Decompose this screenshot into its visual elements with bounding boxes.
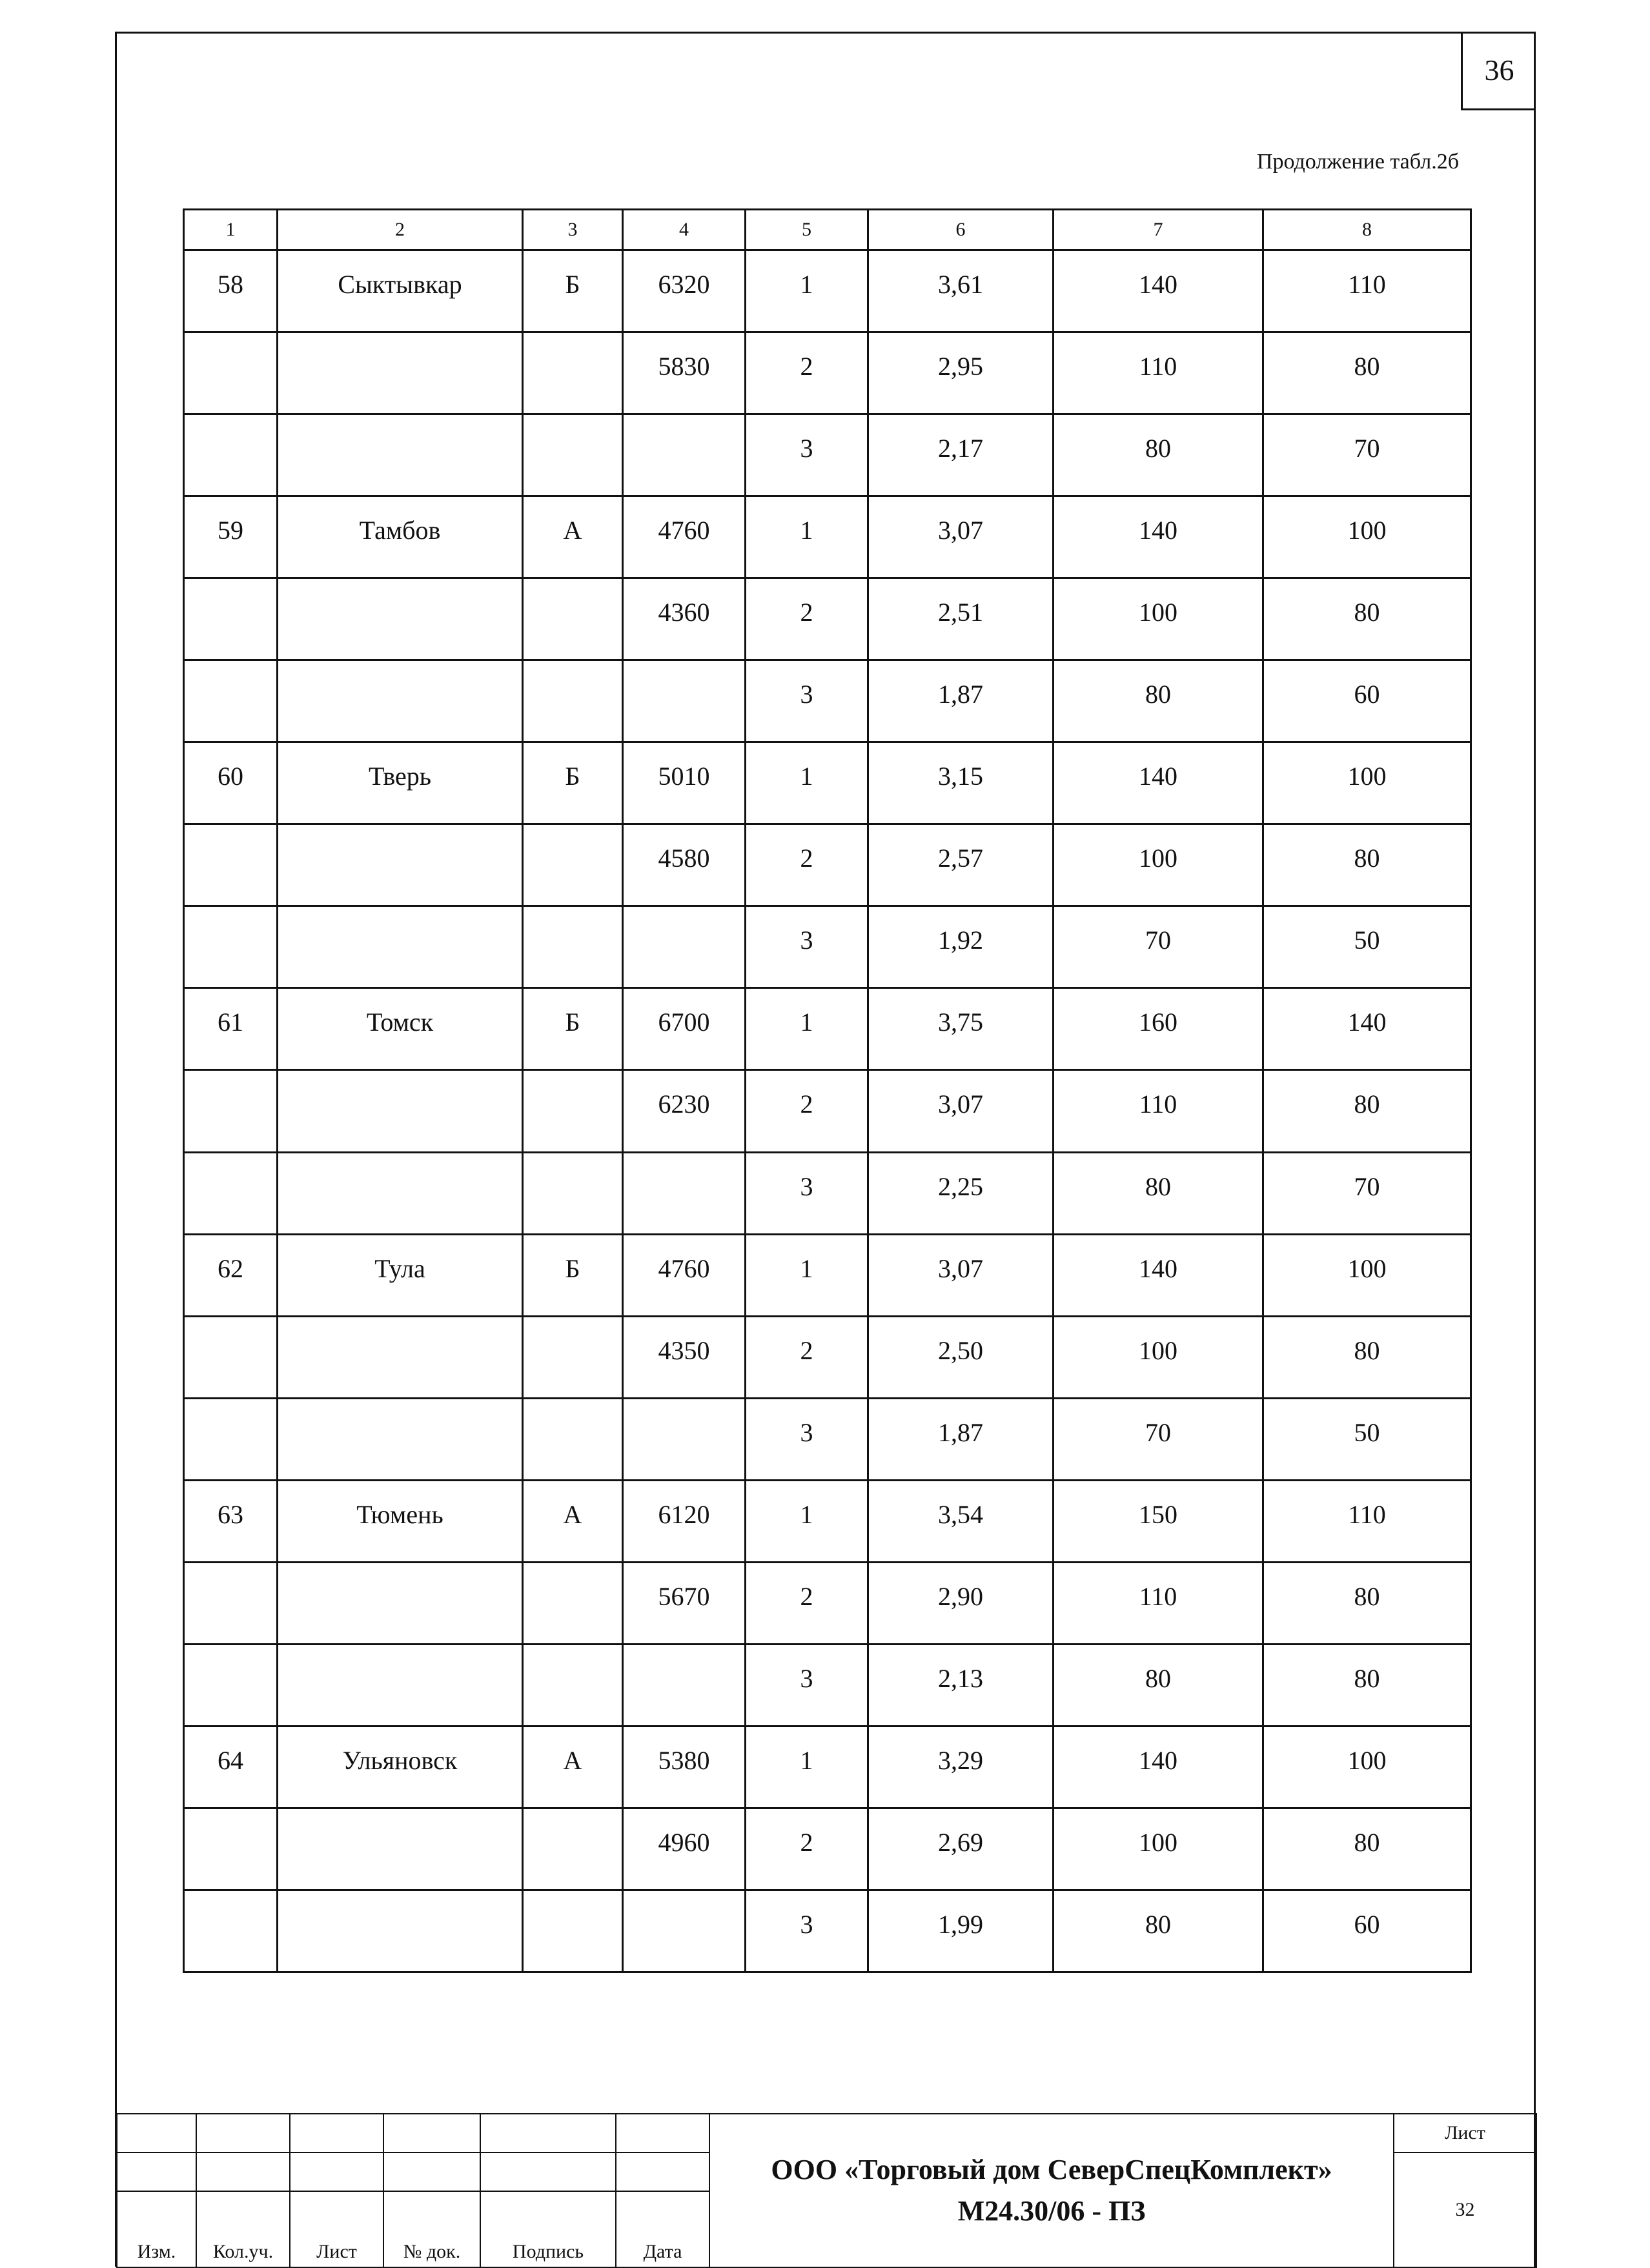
table-cell	[623, 1152, 746, 1234]
table-cell	[278, 824, 523, 906]
sheet-number: 32	[1394, 2152, 1536, 2267]
table-cell: 2,17	[868, 414, 1054, 496]
table-cell	[623, 660, 746, 742]
table-cell	[523, 1890, 623, 1972]
table-row	[184, 1480, 1471, 1562]
table-cell: Б	[523, 742, 623, 824]
table-cell: 2,25	[868, 1152, 1054, 1234]
table-row	[184, 824, 1471, 906]
table-row	[184, 1890, 1471, 1972]
table-cell: 60	[1263, 1890, 1471, 1972]
table-row	[184, 1070, 1471, 1152]
data-table	[183, 208, 1472, 1973]
document-code: М24.30/06 - ПЗ	[957, 2195, 1146, 2227]
stamp-cell	[480, 2114, 616, 2152]
table-cell: 110	[1263, 250, 1471, 332]
table-cell	[184, 906, 278, 988]
table-cell	[184, 660, 278, 742]
table-cell: 80	[1263, 1562, 1471, 1644]
table-cell: 3,61	[868, 250, 1054, 332]
table-cell: 3	[746, 1890, 868, 1972]
table-cell: 150	[1054, 1480, 1263, 1562]
stamp-label-kol-uch: Кол.уч.	[196, 2191, 290, 2267]
stamp-cell	[383, 2152, 480, 2191]
table-cell: 80	[1054, 1890, 1263, 1972]
column-header: 1	[184, 210, 278, 250]
table-cell: 80	[1263, 578, 1471, 660]
table-row	[184, 496, 1471, 578]
table-cell	[523, 1398, 623, 1480]
table-cell: 4760	[623, 496, 746, 578]
table-cell	[523, 332, 623, 414]
table-cell: А	[523, 496, 623, 578]
column-header: 7	[1054, 210, 1263, 250]
table-cell: 1	[746, 250, 868, 332]
table-cell: 3	[746, 1398, 868, 1480]
table-cell: Тюмень	[278, 1480, 523, 1562]
table-cell: 140	[1054, 496, 1263, 578]
table-cell	[523, 660, 623, 742]
table-cell	[523, 1808, 623, 1890]
table-cell: 80	[1054, 660, 1263, 742]
table-cell: 80	[1054, 414, 1263, 496]
stamp-label-izm: Изм.	[117, 2191, 196, 2267]
table-cell	[623, 1398, 746, 1480]
table-cell: 140	[1054, 742, 1263, 824]
table-cell: 2,51	[868, 578, 1054, 660]
table-cell: 4760	[623, 1234, 746, 1316]
table-cell: 1,87	[868, 660, 1054, 742]
table-cell: 63	[184, 1480, 278, 1562]
table-cell: 50	[1263, 906, 1471, 988]
table-cell: Тверь	[278, 742, 523, 824]
table-cell: 5670	[623, 1562, 746, 1644]
table-cell: А	[523, 1726, 623, 1808]
table-cell: 80	[1263, 824, 1471, 906]
table-cell: 3,15	[868, 742, 1054, 824]
table-cell: 140	[1054, 1726, 1263, 1808]
table-cell: 70	[1263, 414, 1471, 496]
table-cell: Томск	[278, 988, 523, 1070]
table-cell: 100	[1263, 742, 1471, 824]
table-cell: 3	[746, 660, 868, 742]
column-header: 5	[746, 210, 868, 250]
table-cell: 5830	[623, 332, 746, 414]
table-cell	[278, 660, 523, 742]
table-cell: 80	[1263, 332, 1471, 414]
stamp-label-signature: Подпись	[480, 2191, 616, 2267]
table-cell: 3	[746, 906, 868, 988]
table-cell: Сыктывкар	[278, 250, 523, 332]
table-row	[184, 578, 1471, 660]
title-main-cell	[709, 2114, 1394, 2267]
table-cell	[523, 1644, 623, 1726]
organization-name: ООО «Торговый дом СеверСпецКомплект»	[771, 2154, 1332, 2185]
stamp-cell	[383, 2114, 480, 2152]
table-cell: 100	[1263, 1234, 1471, 1316]
table-cell: 80	[1263, 1644, 1471, 1726]
table-cell: 110	[1054, 332, 1263, 414]
table-cell: 59	[184, 496, 278, 578]
table-row	[184, 1234, 1471, 1316]
table-cell: 110	[1054, 1562, 1263, 1644]
table-cell: 1	[746, 1480, 868, 1562]
table-cell: 4580	[623, 824, 746, 906]
table-cell	[184, 1316, 278, 1398]
table-cell	[623, 1644, 746, 1726]
table-cell: 2,57	[868, 824, 1054, 906]
table-cell	[278, 1644, 523, 1726]
table-cell	[278, 1316, 523, 1398]
table-cell	[278, 1562, 523, 1644]
table-cell: 2	[746, 1562, 868, 1644]
table-cell	[523, 1562, 623, 1644]
table-cell	[278, 1808, 523, 1890]
table-cell: 1	[746, 988, 868, 1070]
table-cell: 4360	[623, 578, 746, 660]
table-cell: 1	[746, 1234, 868, 1316]
stamp-cell	[290, 2152, 383, 2191]
table-cell	[184, 1070, 278, 1152]
table-cell: 1	[746, 742, 868, 824]
sheet-label: Лист	[1394, 2114, 1536, 2152]
table-cell: 6700	[623, 988, 746, 1070]
table-cell: Тула	[278, 1234, 523, 1316]
table-cell: 6230	[623, 1070, 746, 1152]
table-cell	[523, 1152, 623, 1234]
table-cell: 1,92	[868, 906, 1054, 988]
table-cell: 140	[1054, 250, 1263, 332]
table-cell: 80	[1263, 1808, 1471, 1890]
table-cell: Б	[523, 250, 623, 332]
table-row	[184, 660, 1471, 742]
table-cell: Ульяновск	[278, 1726, 523, 1808]
table-cell	[523, 414, 623, 496]
table-cell: 2	[746, 1070, 868, 1152]
table-row	[184, 1726, 1471, 1808]
table-cell: 100	[1054, 578, 1263, 660]
table-cell: 100	[1054, 824, 1263, 906]
table-cell	[278, 332, 523, 414]
table-cell: 2,13	[868, 1644, 1054, 1726]
table-row	[184, 988, 1471, 1070]
table-cell: 1,99	[868, 1890, 1054, 1972]
table-cell	[184, 1398, 278, 1480]
table-cell: 80	[1054, 1152, 1263, 1234]
table-cell: 100	[1263, 496, 1471, 578]
table-cell	[184, 414, 278, 496]
stamp-label-date: Дата	[616, 2191, 709, 2267]
page-number	[1461, 32, 1536, 110]
table-cell	[278, 1152, 523, 1234]
table-cell: 6320	[623, 250, 746, 332]
table-cell: 80	[1054, 1644, 1263, 1726]
table-cell: 3,07	[868, 496, 1054, 578]
stamp-label-list: Лист	[290, 2191, 383, 2267]
table-cell: 100	[1054, 1316, 1263, 1398]
table-cell: 140	[1054, 1234, 1263, 1316]
table-cell: 3	[746, 414, 868, 496]
table-row	[184, 250, 1471, 332]
table-cell	[278, 1070, 523, 1152]
table-cell	[623, 1890, 746, 1972]
stamp-cell	[290, 2114, 383, 2152]
table-cell: 60	[184, 742, 278, 824]
page-number-value: 36	[1484, 54, 1514, 86]
table-row	[184, 1152, 1471, 1234]
table-cell: 70	[1263, 1152, 1471, 1234]
column-header: 4	[623, 210, 746, 250]
table-cell: 2,95	[868, 332, 1054, 414]
table-cell: 2	[746, 578, 868, 660]
table-cell	[184, 1890, 278, 1972]
table-cell	[184, 1562, 278, 1644]
table-cell: 110	[1054, 1070, 1263, 1152]
table-cell	[184, 1644, 278, 1726]
table-cell: 2	[746, 1808, 868, 1890]
stamp-cell	[616, 2114, 709, 2152]
table-cell	[184, 578, 278, 660]
table-cell: 62	[184, 1234, 278, 1316]
table-row	[184, 1808, 1471, 1890]
table-cell: 3,07	[868, 1234, 1054, 1316]
table-cell	[278, 1398, 523, 1480]
table-row	[184, 332, 1471, 414]
table-cell: 3,75	[868, 988, 1054, 1070]
table-cell: 3,54	[868, 1480, 1054, 1562]
table-cell: 2,50	[868, 1316, 1054, 1398]
table-cell: 80	[1263, 1070, 1471, 1152]
table-cell	[623, 906, 746, 988]
table-cell: 60	[1263, 660, 1471, 742]
table-row	[184, 414, 1471, 496]
table-cell: 2	[746, 824, 868, 906]
table-cell	[278, 906, 523, 988]
table-cell: 3	[746, 1644, 868, 1726]
table-cell: 70	[1054, 1398, 1263, 1480]
table-continuation-label: Продолжение табл.2б	[1256, 150, 1459, 174]
table-cell: 100	[1263, 1726, 1471, 1808]
column-header: 3	[523, 210, 623, 250]
table-cell: 1,87	[868, 1398, 1054, 1480]
table-cell: 70	[1054, 906, 1263, 988]
stamp-label-doc-no: № док.	[383, 2191, 480, 2267]
table-cell: 64	[184, 1726, 278, 1808]
table-cell: Б	[523, 988, 623, 1070]
table-cell: 50	[1263, 1398, 1471, 1480]
table-cell	[523, 906, 623, 988]
table-header-row	[184, 210, 1471, 250]
table-cell: 4960	[623, 1808, 746, 1890]
column-header: 6	[868, 210, 1054, 250]
table-row	[184, 906, 1471, 988]
table-cell: 2	[746, 332, 868, 414]
table-cell	[184, 332, 278, 414]
table-cell	[523, 1070, 623, 1152]
table-cell: 1	[746, 496, 868, 578]
table-cell: Тамбов	[278, 496, 523, 578]
table-cell: 1	[746, 1726, 868, 1808]
table-cell: 110	[1263, 1480, 1471, 1562]
table-row	[184, 1562, 1471, 1644]
table-cell	[278, 414, 523, 496]
table-cell: 2,69	[868, 1808, 1054, 1890]
stamp-cell	[117, 2114, 196, 2152]
table-cell: 5010	[623, 742, 746, 824]
table-row	[184, 1398, 1471, 1480]
table-cell: 3,29	[868, 1726, 1054, 1808]
table-cell: 61	[184, 988, 278, 1070]
table-row	[184, 1316, 1471, 1398]
table-cell	[623, 414, 746, 496]
table-cell: 140	[1263, 988, 1471, 1070]
table-cell: 5380	[623, 1726, 746, 1808]
table-cell	[184, 824, 278, 906]
table-cell: 2,90	[868, 1562, 1054, 1644]
table-cell: 3,07	[868, 1070, 1054, 1152]
stamp-cell	[480, 2152, 616, 2191]
table-cell: 4350	[623, 1316, 746, 1398]
table-cell: Б	[523, 1234, 623, 1316]
stamp-cell	[196, 2114, 290, 2152]
table-cell	[184, 1152, 278, 1234]
table-cell: 6120	[623, 1480, 746, 1562]
table-cell	[184, 1808, 278, 1890]
table-cell	[278, 1890, 523, 1972]
table-cell: 80	[1263, 1316, 1471, 1398]
table-cell: 3	[746, 1152, 868, 1234]
column-header: 8	[1263, 210, 1471, 250]
stamp-cell	[117, 2152, 196, 2191]
title-block	[116, 2113, 1537, 2268]
stamp-cell	[196, 2152, 290, 2191]
column-header: 2	[278, 210, 523, 250]
table-row	[184, 742, 1471, 824]
table-cell: 160	[1054, 988, 1263, 1070]
table-cell	[278, 578, 523, 660]
table-cell	[523, 824, 623, 906]
table-cell: 58	[184, 250, 278, 332]
stamp-cell	[616, 2152, 709, 2191]
table-row	[184, 1644, 1471, 1726]
table-cell	[523, 1316, 623, 1398]
table-cell: 2	[746, 1316, 868, 1398]
table-cell	[523, 578, 623, 660]
table-cell: 100	[1054, 1808, 1263, 1890]
table-cell: А	[523, 1480, 623, 1562]
